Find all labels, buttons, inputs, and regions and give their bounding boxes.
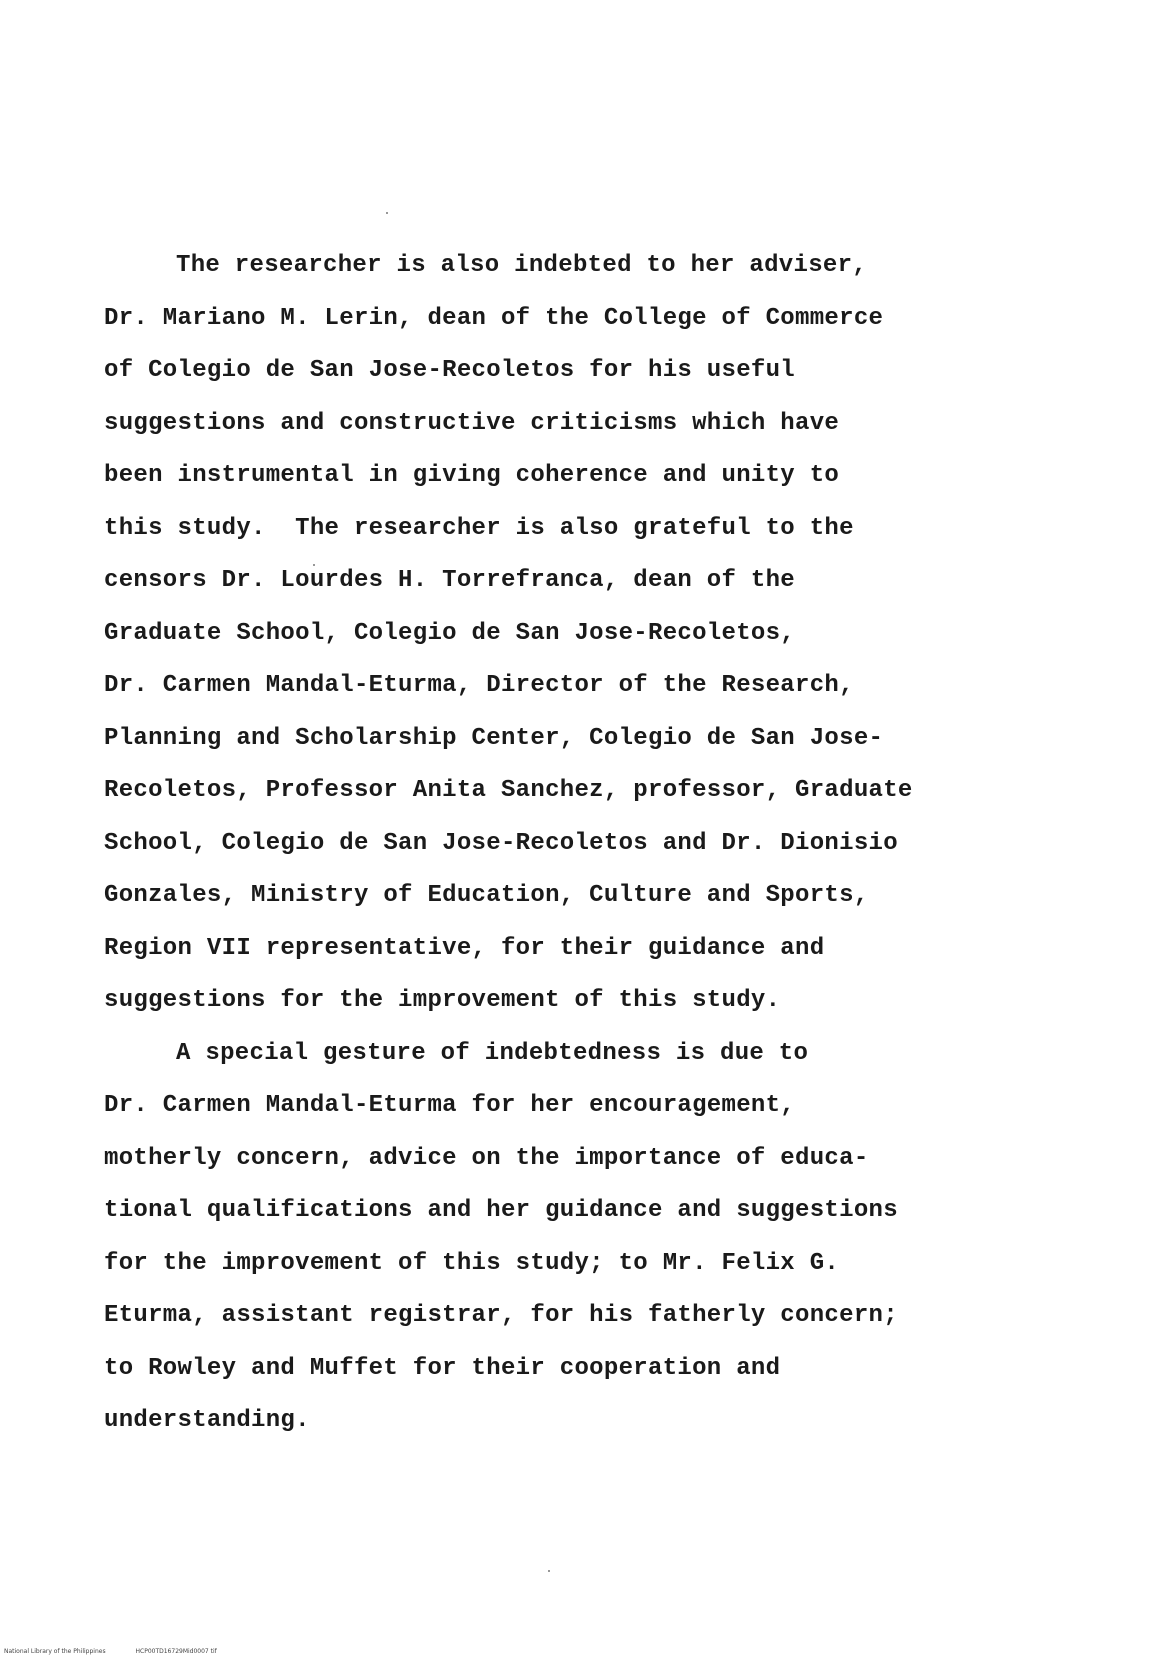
scan-speck xyxy=(313,564,315,566)
library-credit: National Library of the Philippines xyxy=(4,1648,106,1655)
paragraph-1-line-4: suggestions and constructive criticisms which have xyxy=(104,409,840,437)
paragraph-1-line-8: Graduate School, Colegio de San Jose-Recoletos, xyxy=(104,619,796,647)
paragraph-1-line-15: suggestions for the improvement of this study. xyxy=(104,987,781,1014)
scan-speck xyxy=(386,212,388,214)
paragraph-1-line-11: Recoletos, Professor Anita Sanchez, professor, Graduate xyxy=(104,777,913,804)
paragraph-1-line-3: of Colegio de San Jose-Recoletos for his useful xyxy=(104,357,796,384)
paragraph-1-line-5: been instrumental in giving coherence and unity to xyxy=(104,462,840,489)
paragraph-2-line-7: to Rowley and Muffet for their cooperation and xyxy=(104,1354,781,1382)
paragraph-1-line-12: School, Colegio de San Jose-Recoletos and Dr. Dionisio xyxy=(104,829,898,857)
paragraph-1-line-1: The researcher is also indebted to her adviser, xyxy=(176,252,868,279)
paragraph-1-line-7: censors Dr. Lourdes H. Torrefranca, dean of the xyxy=(104,567,796,594)
paragraph-2-line-3: motherly concern, advice on the importance of educa- xyxy=(104,1144,869,1172)
scan-speck xyxy=(548,1570,550,1572)
paragraph-2-line-8: understanding. xyxy=(104,1407,310,1434)
paragraph-1-line-2: Dr. Mariano M. Lerin, dean of the College of Commerce xyxy=(104,304,884,332)
scan-footer xyxy=(4,1648,245,1655)
paragraph-2-line-4: tional qualifications and her guidance and suggestions xyxy=(104,1197,898,1224)
paragraph-2-line-6: Eturma, assistant registrar, for his fatherly concern; xyxy=(104,1302,898,1329)
paragraph-2-line-5: for the improvement of this study; to Mr. Felix G. xyxy=(104,1249,840,1277)
paragraph-1-line-10: Planning and Scholarship Center, Colegio de San Jose- xyxy=(104,724,884,752)
paragraph-1-line-14: Region VII representative, for their guidance and xyxy=(104,934,825,962)
paragraph-1-line-6: this study. The researcher is also grateful to the xyxy=(104,514,854,542)
paragraph-1-line-13: Gonzales, Ministry of Education, Culture and Sports, xyxy=(104,882,869,909)
paragraph-2-line-2: Dr. Carmen Mandal-Eturma for her encouragement, xyxy=(104,1092,796,1119)
acknowledgment-text xyxy=(104,240,984,1448)
file-identifier: HCP00TD16729Mid0007 tif xyxy=(135,1648,217,1655)
paragraph-1-line-9: Dr. Carmen Mandal-Eturma, Director of the Research, xyxy=(104,672,854,699)
paragraph-2-line-1: A special gesture of indebtedness is due to xyxy=(176,1039,809,1067)
